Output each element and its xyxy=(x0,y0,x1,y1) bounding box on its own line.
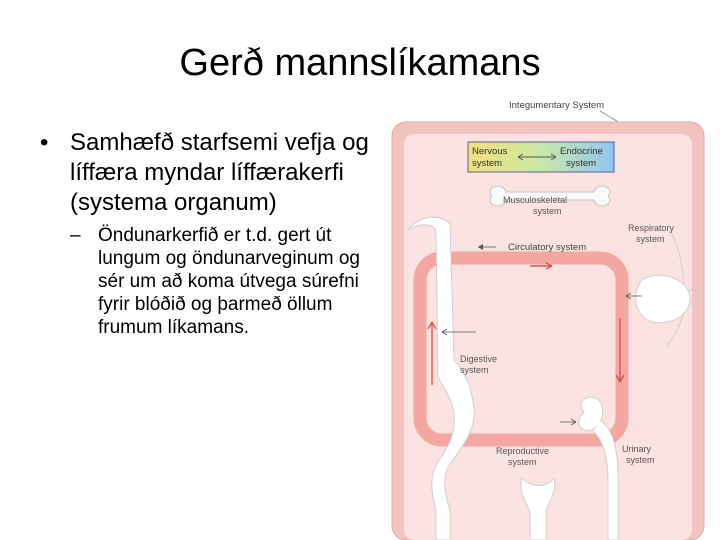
reproductive-label: Reproductive xyxy=(496,446,550,456)
endocrine-label-2: system xyxy=(566,158,597,169)
bullet-list xyxy=(40,128,370,339)
circulatory-label: Circulatory system xyxy=(508,242,587,253)
slide-title: Gerð mannslíkamans xyxy=(179,42,541,84)
integumentary-leader xyxy=(600,111,620,123)
urinary-label: Urinary xyxy=(622,444,652,454)
nervous-label-2: system xyxy=(472,158,503,169)
musculoskeletal-label: Musculoskeletal xyxy=(503,195,568,205)
sub-bullet-marker: – xyxy=(70,225,81,246)
digestive-label-2: system xyxy=(460,365,489,375)
respiratory-label: Respiratory xyxy=(628,223,675,233)
urinary-label-2: system xyxy=(626,455,655,465)
bullet-item xyxy=(40,128,370,218)
endocrine-label: Endocrine xyxy=(560,146,603,157)
reproductive-label-2: system xyxy=(508,457,537,467)
digestive-label: Digestive xyxy=(460,354,498,364)
nervous-label: Nervous xyxy=(472,146,508,157)
sub-bullet-item xyxy=(70,224,370,339)
integumentary-label: Integumentary System xyxy=(509,100,605,111)
musculoskeletal-label-2: system xyxy=(533,206,562,216)
bullet-marker: • xyxy=(40,129,49,156)
bullet-text: Samhæfð starfsemi vefja og líffæra myndar líffærakerfi (systema organum) xyxy=(70,129,369,216)
organ-systems-figure xyxy=(380,90,720,540)
respiratory-lungs xyxy=(636,275,690,323)
respiratory-label-2: system xyxy=(636,234,665,244)
sub-bullet-text: Öndunarkerfið er t.d. gert út lungum og öndunarveginum og sér um að koma útvega súrefni fyrir blóðið og þarmeð öllum frumum líkamans. xyxy=(98,225,360,338)
